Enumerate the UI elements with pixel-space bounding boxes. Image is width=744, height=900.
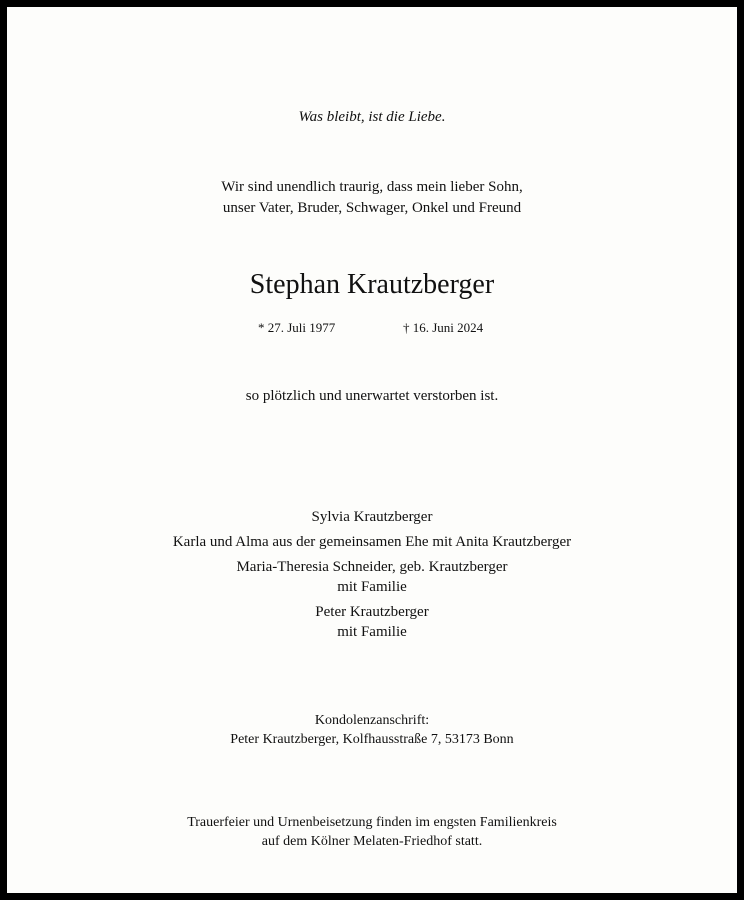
obituary-notice xyxy=(7,7,737,893)
mourner-entry xyxy=(7,532,737,552)
funeral-info xyxy=(7,813,737,851)
mourner-line-1: Peter Krautzberger xyxy=(315,604,429,620)
passed-text: so plötzlich und unerwartet verstorben ist. xyxy=(245,388,499,404)
mourner-line-1: Karla und Alma aus der gemeinsamen Ehe mit Anita Krautzberger xyxy=(172,534,572,550)
condolence-label: Kondolenzanschrift: xyxy=(314,713,430,728)
mourner-line-2: mit Familie xyxy=(337,624,407,640)
mourners-list xyxy=(7,507,737,647)
death-date: † 16. Juni 2024 xyxy=(403,320,484,335)
birth-date: * 27. Juli 1977 xyxy=(258,320,336,335)
motto: Was bleibt, ist die Liebe. xyxy=(298,109,446,125)
funeral-line-1: Trauerfeier und Urnenbeisetzung finden im engsten Familienkreis xyxy=(187,815,557,830)
mourner-line-1: Maria-Theresia Schneider, geb. Krautzberger xyxy=(236,559,508,575)
mourner-entry xyxy=(7,602,737,642)
mourner-entry xyxy=(7,557,737,597)
funeral-line-2: auf dem Kölner Melaten-Friedhof statt. xyxy=(261,834,483,849)
condolence-block xyxy=(7,711,737,749)
intro-line-1: Wir sind unendlich traurig, dass mein lieber Sohn, xyxy=(221,179,523,195)
mourner-line-1: Sylvia Krautzberger xyxy=(311,509,433,525)
mourner-line-2: mit Familie xyxy=(337,579,407,595)
condolence-address: Peter Krautzberger, Kolfhausstraße 7, 53173 Bonn xyxy=(230,732,514,747)
intro-line-2: unser Vater, Bruder, Schwager, Onkel und Freund xyxy=(222,200,522,216)
intro-text xyxy=(7,177,737,219)
mourner-entry xyxy=(7,507,737,527)
deceased-name: Stephan Krautzberger xyxy=(249,269,495,300)
